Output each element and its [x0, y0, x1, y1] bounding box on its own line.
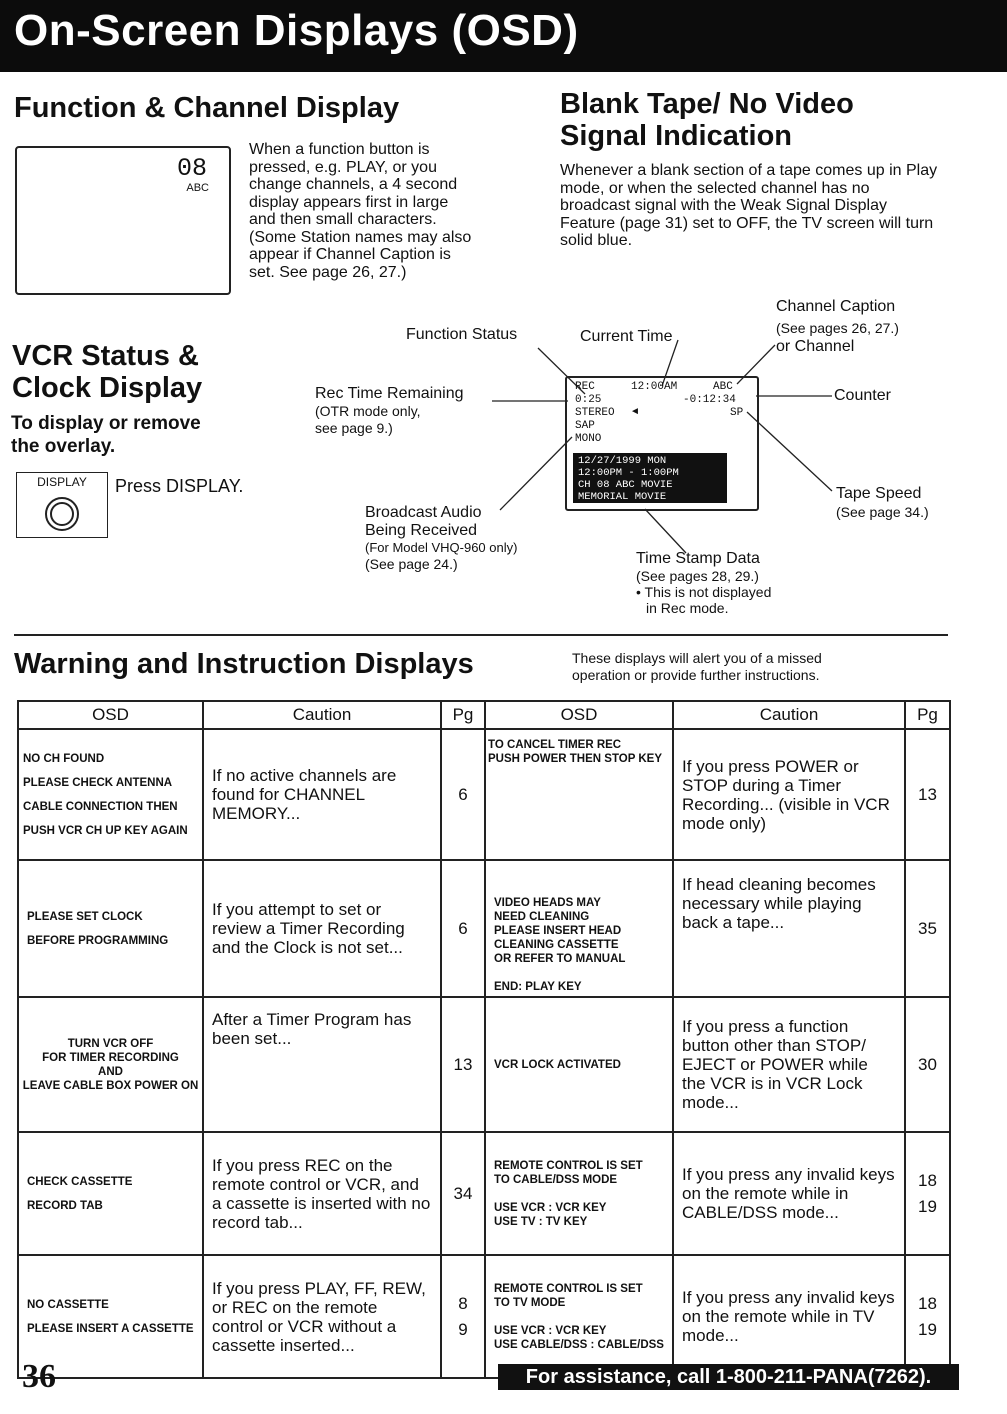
warning-note-1: These displays will alert you of a missed [572, 650, 822, 666]
header-pg-right: Pg [905, 701, 950, 729]
page-ref: 6 [441, 860, 485, 997]
label-tape-speed: Tape Speed [836, 485, 922, 502]
label-current-time: Current Time [580, 328, 673, 345]
page-ref: 35 [905, 860, 950, 997]
table-row [18, 997, 950, 1132]
osd-message: REMOTE CONTROL IS SET TO TV MODE USE VCR : VCR KEY USE CABLE/DSS : CABLE/DSS [485, 1255, 673, 1378]
page-ref: 13 [905, 729, 950, 860]
label-channel-caption-note-1: (See pages 26, 27.) [776, 320, 899, 336]
osd-message: VCR LOCK ACTIVATED [485, 997, 673, 1132]
header-pg-left: Pg [441, 701, 485, 729]
caution-text: If you attempt to set or review a Timer Recording and the Clock is not set... [203, 860, 441, 997]
page-title: On-Screen Displays (OSD) [14, 6, 579, 55]
osd-stamp-line-1: 12/27/1999 MON [578, 455, 667, 467]
page-ref: 30 [905, 997, 950, 1132]
page-ref: 34 [441, 1132, 485, 1255]
caution-text: If no active channels are found for CHANNEL MEMORY... [203, 729, 441, 860]
osd-speed-text: SP [730, 407, 744, 419]
label-time-stamp-note-3: in Rec mode. [646, 600, 729, 616]
header-caution-right: Caution [673, 701, 905, 729]
label-function-status: Function Status [406, 326, 518, 343]
vcr-status-title-2: Clock Display [12, 372, 203, 404]
osd-message: REMOTE CONTROL IS SET TO CABLE/DSS MODE USE VCR : VCR KEY USE TV : TV KEY [485, 1132, 673, 1255]
blank-tape-title-2: Signal Indication [560, 120, 793, 152]
page-number: 36 [22, 1358, 56, 1395]
label-broadcast-audio-1: Broadcast Audio [365, 504, 482, 521]
osd-time-text: 12:00AM [631, 381, 678, 393]
vcr-status-title-1: VCR Status & [12, 340, 199, 372]
tv-channel-number: 08 [176, 154, 207, 183]
osd-time-stamp-box [573, 453, 727, 503]
caution-text: If head cleaning becomes necessary while playing back a tape... [673, 860, 905, 997]
page-ref: 6 [441, 729, 485, 860]
label-time-stamp-note-1: (See pages 28, 29.) [636, 568, 759, 584]
label-counter: Counter [834, 387, 891, 404]
table-row [18, 1132, 950, 1255]
label-tape-speed-note: (See page 34.) [836, 504, 929, 520]
osd-stereo-arrow-icon: ◄ [630, 406, 640, 417]
display-button-label: DISPLAY [37, 475, 87, 489]
page-ref: 13 [441, 997, 485, 1132]
blank-tape-title-1: Blank Tape/ No Video [560, 88, 854, 120]
caution-text: After a Timer Program has been set... [203, 997, 441, 1132]
caution-text: If you press any invalid keys on the remote while in TV mode... [673, 1255, 905, 1378]
vcr-status-subtitle-2: the overlay. [11, 436, 116, 457]
caution-text: If you press REC on the remote control or VCR, and a cassette is inserted with no record tab... [203, 1132, 441, 1255]
osd-stamp-line-3: CH 08 ABC MOVIE [578, 479, 673, 491]
label-rec-time-note-2: see page 9.) [315, 420, 393, 436]
osd-rec-remaining-text: 0:25 [575, 394, 602, 406]
osd-message: NO CH FOUND PLEASE CHECK ANTENNA CABLE CONNECTION THEN PUSH VCR CH UP KEY AGAIN [18, 729, 203, 860]
header-osd-left: OSD [18, 701, 203, 729]
broadcast-audio-line [500, 437, 572, 510]
label-broadcast-note-1: (For Model VHQ-960 only) [365, 540, 518, 555]
page-ref: 18 19 [905, 1132, 950, 1255]
label-channel-caption-note-2: or Channel [776, 338, 855, 355]
osd-stamp-line-4: MEMORIAL MOVIE [578, 491, 667, 503]
osd-station-text: ABC [713, 381, 733, 393]
blank-tape-description: Whenever a blank section of a tape comes up in Play mode, or when the selected channel has no broadcast signal with the Weak Signal Display Feature (page 31) set to OFF, the TV screen will turn solid blue. [560, 162, 938, 249]
function-channel-title: Function & Channel Display [14, 92, 400, 124]
osd-message: NO CASSETTE PLEASE INSERT A CASSETTE [18, 1255, 203, 1378]
time-stamp-line [645, 509, 686, 553]
warning-table [17, 700, 951, 1379]
osd-mono-text: MONO [575, 433, 602, 445]
header-osd-right: OSD [485, 701, 673, 729]
osd-screen-illustration [565, 376, 759, 511]
osd-message: VIDEO HEADS MAY NEED CLEANING PLEASE INSERT HEAD CLEANING CASSETTE OR REFER TO MANUAL END: PLAY KEY [485, 860, 673, 997]
caution-text: If you press any invalid keys on the remote while in CABLE/DSS mode... [673, 1132, 905, 1255]
warning-title: Warning and Instruction Displays [14, 648, 474, 680]
warning-note-2: operation or provide further instructions. [572, 667, 820, 683]
caution-text: If you press POWER or STOP during a Timer Recording... (visible in VCR mode only) [673, 729, 905, 860]
page-ref: 8 9 [441, 1255, 485, 1378]
label-broadcast-note-2: (See page 24.) [365, 556, 458, 572]
section-divider [14, 634, 948, 636]
label-channel-caption: Channel Caption [776, 298, 896, 315]
function-channel-description: When a function button is pressed, e.g. PLAY, or you change channels, a 4 second display appears first in large and then small characters. (Some Station names may also appear if Channel Caption is set. See page 26, 27.) [249, 141, 472, 281]
caution-text: If you press a function button other than STOP/ EJECT or POWER while the VCR is in VCR Lock mode... [673, 997, 905, 1132]
osd-sap-text: SAP [575, 420, 595, 432]
osd-rec-text: REC [575, 381, 595, 393]
osd-message: TURN VCR OFF FOR TIMER RECORDING AND LEAVE CABLE BOX POWER ON [18, 997, 203, 1132]
osd-message: PLEASE SET CLOCK BEFORE PROGRAMMING [18, 860, 203, 997]
table-row [18, 860, 950, 997]
vcr-status-subtitle-1: To display or remove [11, 413, 201, 434]
osd-message: TO CANCEL TIMER REC PUSH POWER THEN STOP KEY [485, 729, 673, 860]
tape-speed-line [747, 412, 832, 491]
header-caution-left: Caution [203, 701, 441, 729]
label-broadcast-audio-2: Being Received [365, 522, 478, 539]
table-row [18, 729, 950, 860]
osd-stamp-line-2: 12:00PM - 1:00PM [578, 467, 679, 479]
press-display-text: Press DISPLAY. [115, 476, 244, 496]
osd-message: CHECK CASSETTE RECORD TAB [18, 1132, 203, 1255]
label-rec-time-note-1: (OTR mode only, [315, 403, 421, 419]
assistance-bar: For assistance, call 1-800-211-PANA(7262). [498, 1364, 959, 1390]
table-header-row [18, 701, 950, 729]
label-time-stamp: Time Stamp Data [636, 550, 760, 567]
tv-station-name: ABC [186, 182, 209, 194]
caution-text: If you press PLAY, FF, REW, or REC on the remote control or VCR without a cassette inserted... [203, 1255, 441, 1378]
page-ref: 18 19 [905, 1255, 950, 1378]
label-time-stamp-note-2: • This is not displayed [636, 584, 772, 600]
label-rec-time-remaining: Rec Time Remaining [315, 385, 464, 402]
table-row [18, 1255, 950, 1378]
osd-stereo-text: STEREO [575, 407, 615, 419]
osd-counter-text: -0:12:34 [683, 394, 736, 406]
